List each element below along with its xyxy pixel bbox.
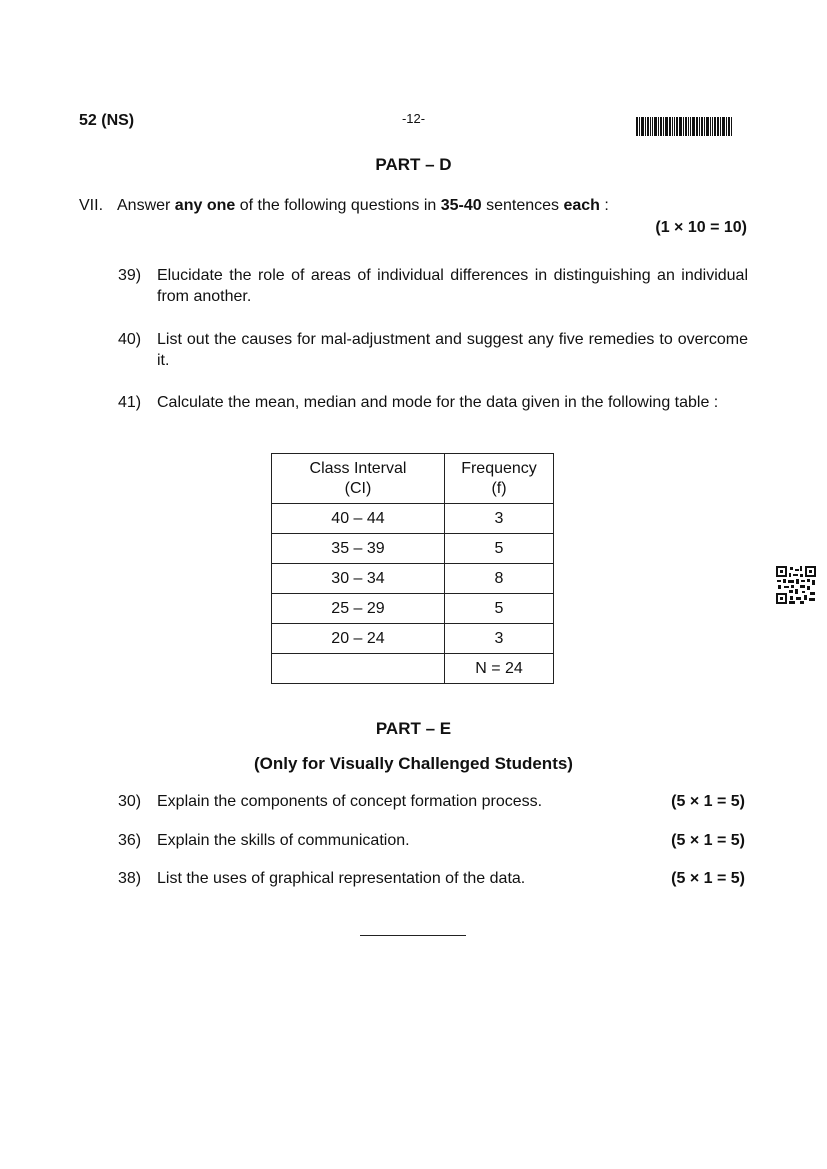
table-header-cell [445,454,554,504]
part-e-title: PART – E [375,719,452,738]
question-text: Explain the components of concept formation process. [157,793,543,810]
question-40 [118,329,748,371]
table-cell: 20 – 24 [272,624,445,654]
page-number: -12- [401,111,426,126]
part-d-title: PART – D [375,155,452,174]
table-cell [272,654,445,684]
question-marks: (5 × 1 = 5) [671,870,745,887]
question-text: List the uses of graphical representation of the data. [157,870,526,887]
part-d-marks: (1 × 10 = 10) [655,219,747,236]
table-cell: 5 [445,534,554,564]
table-row [272,534,554,564]
table-cell: 25 – 29 [272,594,445,624]
qr-code [776,566,816,604]
question-39 [118,265,748,307]
table-cell: 3 [445,624,554,654]
part-d-instruction [79,197,609,215]
question-41 [118,392,748,413]
frequency-table [271,453,554,684]
table-row [272,504,554,534]
question-number: 36) [118,832,142,849]
table-row [272,564,554,594]
table-cell: 8 [445,564,554,594]
paper-code: 52 (NS) [79,112,135,129]
table-cell: N = 24 [445,654,554,684]
question-30 [118,793,748,811]
table-cell: 35 – 39 [272,534,445,564]
table-cell: 40 – 44 [272,504,445,534]
question-text: List out the causes for mal-adjustment and suggest any five remedies to overcome it. [157,331,748,369]
instruction-emphasis: any one [174,197,236,214]
question-marks: (5 × 1 = 5) [671,793,745,810]
table-cell: 5 [445,594,554,624]
question-number: 41) [118,394,142,411]
table-cell: 30 – 34 [272,564,445,594]
header-text: (CI) [344,479,372,497]
table-header-cell [272,454,445,504]
table-row [272,594,554,624]
table-cell: 3 [445,504,554,534]
question-marks: (5 × 1 = 5) [671,832,745,849]
header-text: Frequency [461,459,537,477]
question-number: 38) [118,870,142,887]
question-text: Explain the skills of communication. [157,832,410,849]
question-number: 39) [118,267,142,284]
instruction-emphasis: 35-40 [440,197,482,214]
table-header-row [272,454,554,504]
question-text: Elucidate the role of areas of individual differences in distinguishing an individual from another. [157,267,748,305]
instruction-emphasis: each [563,197,600,214]
barcode [636,117,746,136]
question-text: Calculate the mean, median and mode for the data given in the following table : [157,394,719,411]
instruction-text: sentences [481,197,564,214]
instruction-text: : [599,197,609,214]
table-total-row [272,654,554,684]
instruction-text: of the following questions in [235,197,441,214]
question-38 [118,870,748,888]
end-divider [360,935,466,936]
question-number: 30) [118,793,142,810]
part-e-subtitle: (Only for Visually Challenged Students) [254,754,573,773]
instruction-number: VII. [79,197,104,214]
question-36 [118,832,748,850]
instruction-text: Answer [117,197,175,214]
header-text: Class Interval [309,459,407,477]
table-row [272,624,554,654]
question-number: 40) [118,331,142,348]
header-text: (f) [491,479,507,497]
